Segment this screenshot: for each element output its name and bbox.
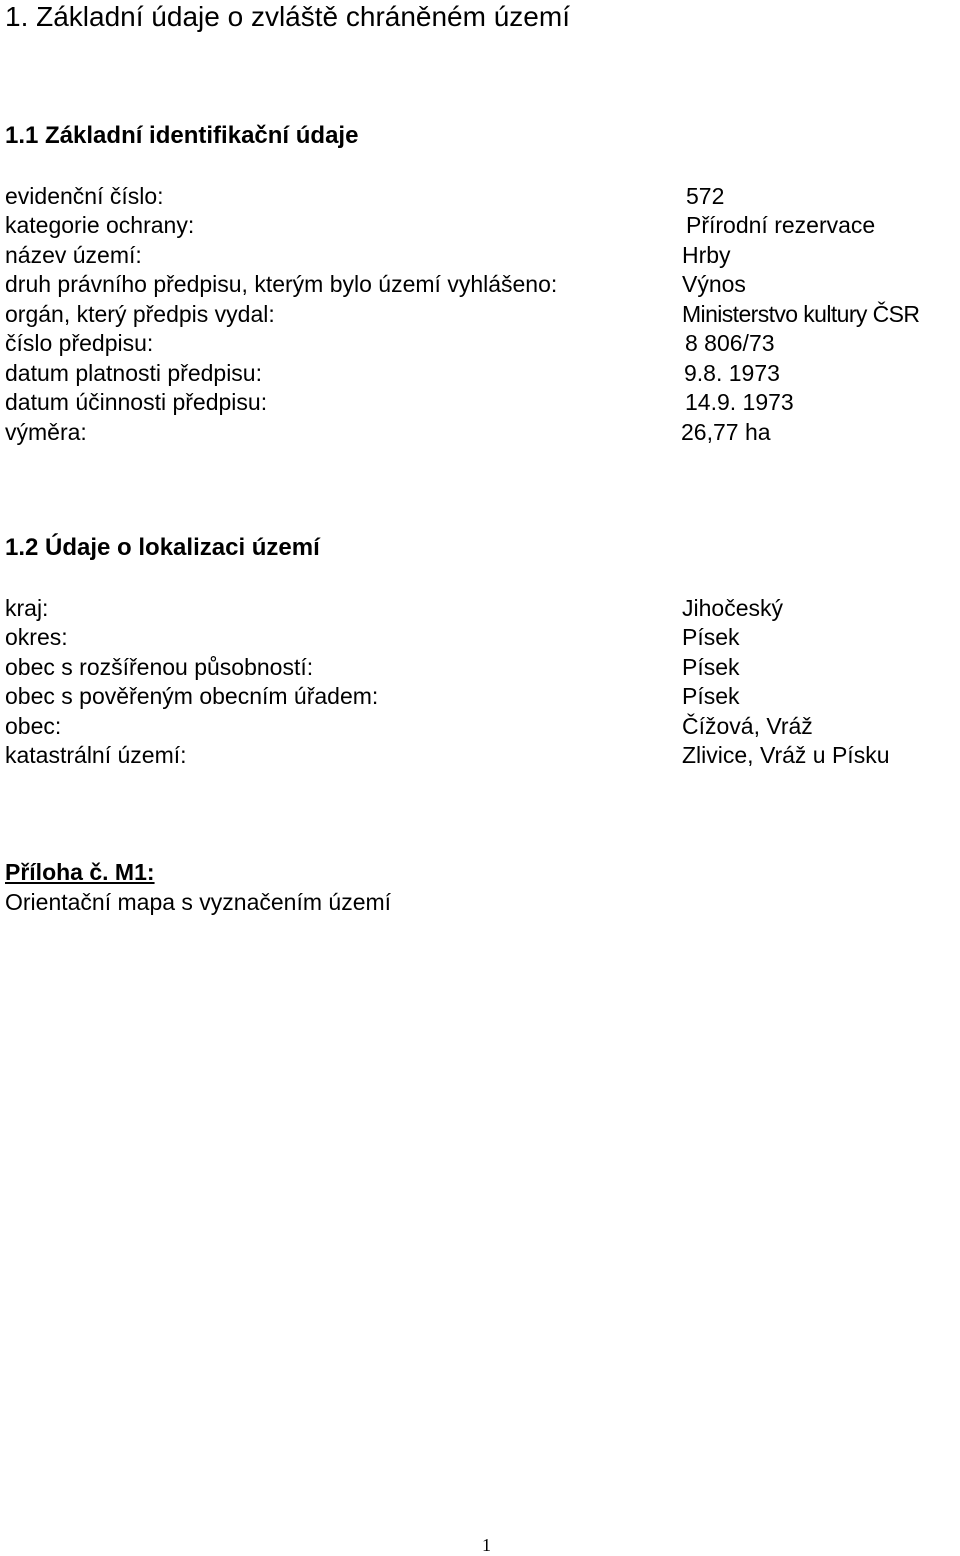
row-value: 8 806/73 [685, 330, 775, 356]
row-label: evidenční číslo: [5, 183, 164, 209]
row-label: kategorie ochrany: [5, 212, 195, 238]
row-label: výměra: [5, 419, 87, 445]
info-row [0, 240, 960, 270]
info-row [0, 269, 960, 299]
row-label: obec s rozšířenou působností: [5, 654, 314, 680]
info-row [0, 181, 960, 211]
info-row [0, 299, 960, 329]
row-label: název území: [5, 242, 142, 268]
row-value: Přírodní rezervace [686, 212, 876, 238]
info-row [0, 740, 960, 770]
row-value: Jihočeský [682, 595, 783, 621]
info-row [0, 652, 960, 682]
row-label: datum platnosti předpisu: [5, 360, 262, 386]
info-row [0, 417, 960, 447]
row-label: datum účinnosti předpisu: [5, 389, 268, 415]
appendix [5, 857, 391, 917]
section-title-identification: 1.1 Základní identifikační údaje [5, 122, 359, 149]
info-row [0, 681, 960, 711]
row-value: Písek [682, 654, 740, 680]
section-title-localization: 1.2 Údaje o lokalizaci území [5, 534, 320, 561]
info-row [0, 358, 960, 388]
info-row [0, 387, 960, 417]
page-title: 1. Základní údaje o zvláště chráněném území [5, 1, 570, 32]
row-label: kraj: [5, 595, 49, 621]
row-label: druh právního předpisu, kterým bylo území vyhlášeno: [5, 271, 558, 297]
row-value: 14.9. 1973 [685, 389, 794, 415]
row-value: Výnos [682, 271, 746, 297]
info-row [0, 593, 960, 623]
row-value: 9.8. 1973 [684, 360, 780, 386]
info-row [0, 622, 960, 652]
row-value: 572 [686, 183, 725, 209]
row-value: 26,77 ha [681, 419, 771, 445]
page-number: 1 [482, 1535, 491, 1555]
appendix-text: Orientační mapa s vyznačením území [5, 889, 392, 915]
row-value: Ministerstvo kultury ČSR [682, 301, 920, 327]
row-label: orgán, který předpis vydal: [5, 301, 275, 327]
row-label: katastrální území: [5, 742, 187, 768]
row-label: okres: [5, 624, 68, 650]
row-value: Písek [682, 683, 740, 709]
row-label: obec s pověřeným obecním úřadem: [5, 683, 379, 709]
row-value: Písek [682, 624, 740, 650]
row-value: Hrby [682, 242, 731, 268]
appendix-title: Příloha č. M1: [5, 859, 155, 885]
row-label: číslo předpisu: [5, 330, 154, 356]
row-value: Čížová, Vráž [682, 713, 813, 739]
info-row [0, 210, 960, 240]
info-row [0, 711, 960, 741]
row-value: Zlivice, Vráž u Písku [682, 742, 890, 768]
info-row [0, 328, 960, 358]
row-label: obec: [5, 713, 62, 739]
